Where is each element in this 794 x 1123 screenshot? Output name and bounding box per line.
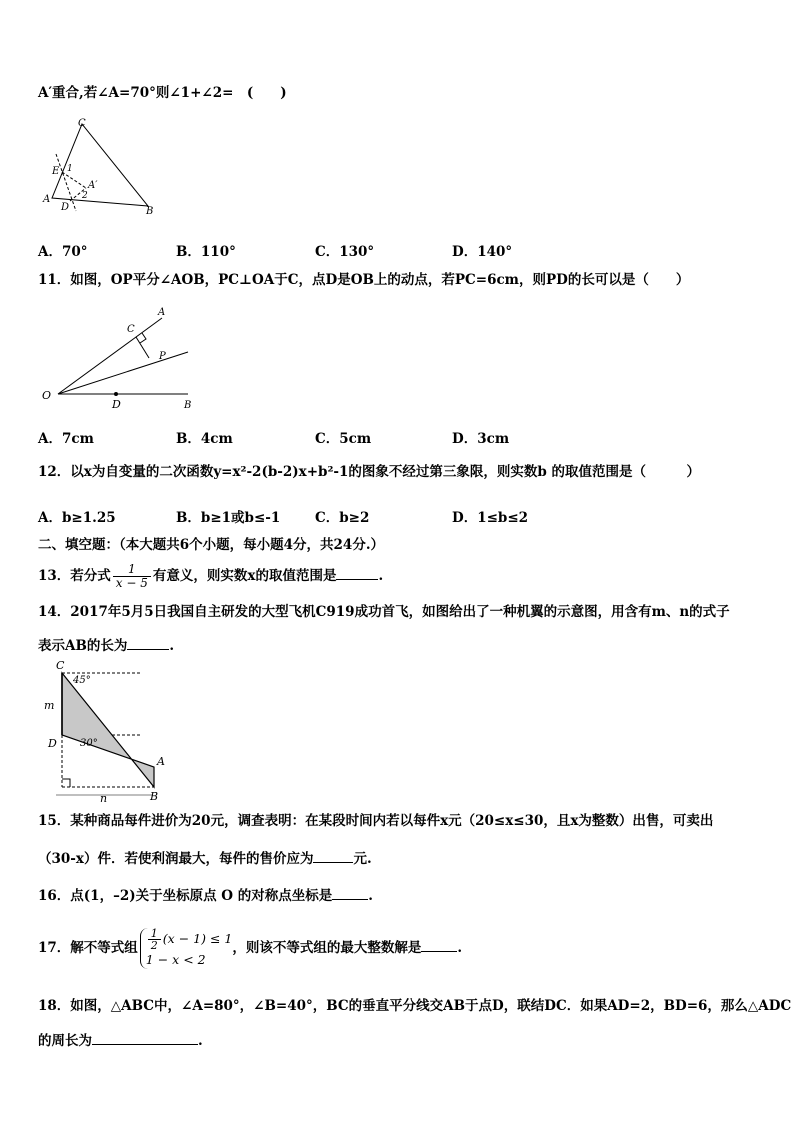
q13-answer-blank[interactable]: [336, 565, 378, 580]
q14-label-angle30: 30°: [80, 738, 98, 749]
q17-ineq1: [146, 928, 233, 951]
q15-line2-text: （30-x）件．若使利润最大，每件的售价应为: [38, 851, 314, 867]
q18-line2: [38, 1030, 203, 1050]
q13-end: .: [378, 568, 384, 584]
q14-label-n: n: [100, 792, 108, 803]
q11-label-c: C: [127, 324, 135, 335]
q14-line1: 14．2017年5月5日我国自主研发的大型飞机C919成功首飞，如图给出了一种机翼的示意图，用含有m、n的式子: [38, 604, 730, 620]
q10-label-e: E: [52, 166, 60, 177]
q13-fraction: [113, 563, 151, 590]
q17-end: .: [457, 940, 463, 956]
q10-label-b: B: [146, 206, 154, 216]
q14-label-m: m: [44, 699, 55, 712]
q15-line2: [38, 848, 372, 868]
q12-option-a: A．b≥1.25: [38, 510, 116, 526]
q14-line2: [38, 635, 174, 655]
q10-label-c: C: [78, 118, 86, 129]
q16-answer-blank[interactable]: [332, 885, 368, 900]
q17-ineq1-den: 2: [150, 939, 158, 952]
q13-line: [38, 562, 383, 590]
q11-option-c: C．5cm: [315, 431, 372, 447]
q10-option-c: C．130°: [315, 244, 375, 260]
q14-line2-text: 表示AB的长为: [38, 638, 128, 654]
q17-line: [38, 926, 462, 970]
q11-label-o: O: [42, 389, 52, 402]
q10-option-b: B．110°: [176, 244, 236, 260]
q12-option-b: B．b≥1或b≤-1: [176, 510, 281, 526]
q14-label-b: B: [150, 790, 159, 803]
q12-option-d: D．1≤b≤2: [452, 510, 529, 526]
q18-line2-text: 的周长为: [38, 1033, 92, 1049]
q11-text: 11．如图，OP平分∠AOB，PC⊥OA于C，点D是OB上的动点，若PC=6cm，则PD的长可以是（ ）: [38, 272, 690, 288]
q11-label-a: A: [158, 307, 166, 318]
q17-ineq2: 1 − x < 2: [145, 952, 206, 967]
q17-inequality-system: [140, 928, 233, 969]
q18-line1: 18．如图，△ABC中，∠A=80°，∠B=40°，BC的垂直平分线交AB于点D，联结DC．如果AD=2，BD=6，那么△ADC: [38, 998, 792, 1014]
q14-label-angle45: 45°: [73, 675, 91, 686]
q10-label-1: 1: [67, 164, 73, 174]
q17-ineq1-rest: (x − 1) ≤ 1: [162, 931, 233, 946]
q10-figure: [38, 116, 158, 216]
q17-answer-blank[interactable]: [421, 937, 457, 952]
q14-answer-blank[interactable]: [127, 635, 169, 650]
q16-text: 16．点(1，–2)关于坐标原点 O 的对称点坐标是: [38, 888, 333, 904]
q11-option-a: A．7cm: [38, 431, 94, 447]
q17-ineq1-frac: [148, 928, 161, 951]
q16-line: [38, 885, 373, 905]
q10-stem-tail: A′重合,若∠A=70°则∠1+∠2= ( ): [38, 85, 287, 101]
q11-option-b: B．4cm: [176, 431, 233, 447]
q17-prefix: 17．解不等式组: [38, 940, 138, 956]
q13-suffix: 有意义，则实数x的取值范围是: [152, 568, 337, 584]
q10-label-2: 2: [82, 191, 88, 201]
q16-end: .: [368, 888, 373, 904]
q13-frac-den: x − 5: [115, 576, 148, 590]
q14-label-d: D: [48, 737, 57, 750]
q18-end: .: [198, 1033, 203, 1049]
q17-ineq1-num: 1: [148, 928, 161, 940]
q11-label-d: D: [112, 398, 121, 411]
q14-label-a: A: [157, 755, 165, 768]
q11-option-d: D．3cm: [452, 431, 510, 447]
q17-suffix: ，则该不等式组的最大整数解是: [232, 940, 422, 956]
q10-label-d: D: [61, 202, 70, 213]
q12-option-c: C．b≥2: [315, 510, 370, 526]
section2-title: 二、填空题：（本大题共6个小题，每小题4分，共24分.）: [38, 537, 385, 553]
q15-line1: 15．某种商品每件进价为20元，调查表明：在某段时间内若以每件x元（20≤x≤30，且x为整数）出售，可卖出: [38, 813, 714, 829]
q12-text: 12．以x为自变量的二次函数y=x²-2(b-2)x+b²-1的图象不经过第三象限，则实数b 的取值范围是（ ）: [38, 464, 701, 480]
q10-option-a: A．70°: [38, 244, 88, 260]
q18-answer-blank[interactable]: [92, 1030, 198, 1045]
q13-prefix: 13．若分式: [38, 568, 111, 584]
q14-figure: [38, 655, 178, 803]
q15-end: 元.: [353, 851, 372, 867]
q14-end: .: [169, 638, 175, 654]
q10-label-a-prime: A′: [88, 180, 98, 191]
q15-answer-blank[interactable]: [313, 848, 353, 863]
q10-label-a: A: [43, 194, 51, 205]
q14-label-c: C: [56, 659, 65, 672]
q11-figure: [38, 302, 208, 412]
q11-label-p: P: [159, 351, 166, 362]
q13-frac-num: 1: [113, 563, 151, 577]
q10-option-d: D．140°: [452, 244, 513, 260]
q11-label-b: B: [184, 400, 192, 411]
